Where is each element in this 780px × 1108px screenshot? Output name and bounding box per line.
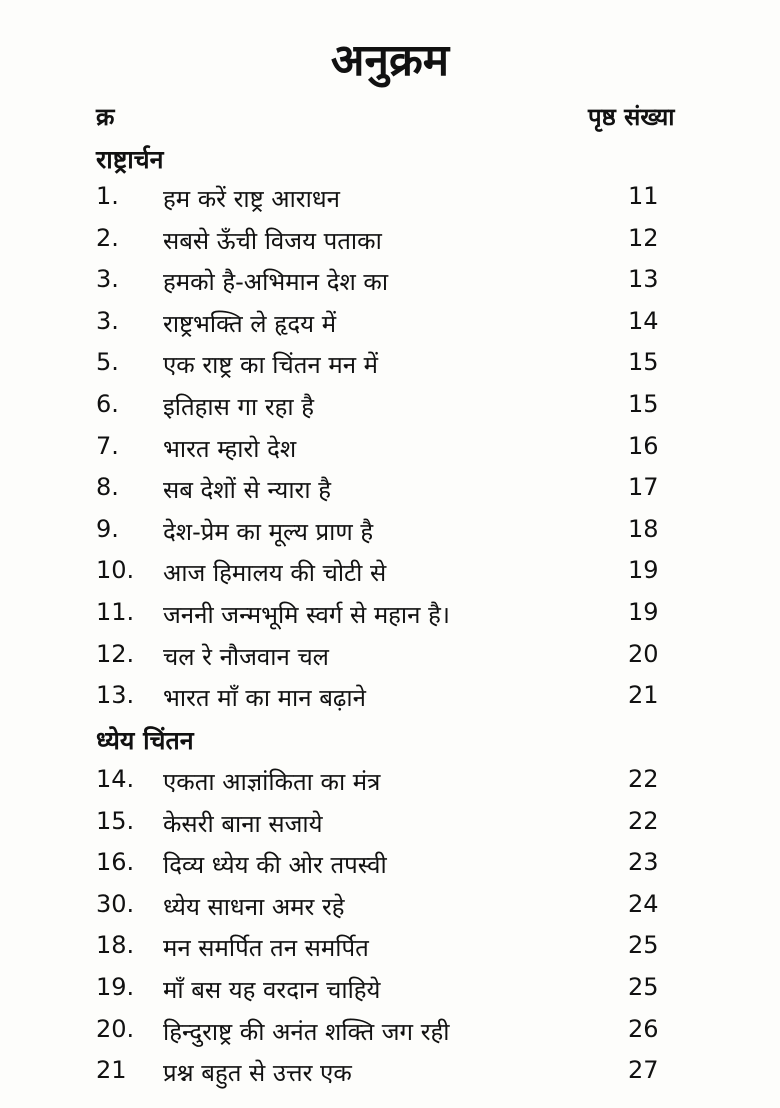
entry-title: राष्ट्रभक्ति ले हृदय में xyxy=(163,309,337,338)
entry-page-number: 22 xyxy=(628,765,659,793)
entry-title: हमको है-अभिमान देश का xyxy=(163,268,389,297)
toc-entry xyxy=(0,598,780,640)
entry-number: 15. xyxy=(96,806,135,835)
entry-page-number: 21 xyxy=(628,681,659,710)
toc-entry xyxy=(0,1056,780,1098)
entry-page-number: 15 xyxy=(628,390,659,418)
entry-number: 5. xyxy=(96,348,119,377)
toc-entry xyxy=(0,765,780,807)
entry-number: 3. xyxy=(96,265,119,294)
entry-title: माँ बस यह वरदान चाहिये xyxy=(163,976,381,1004)
entry-page-number: 11 xyxy=(628,182,659,210)
entry-page-number: 26 xyxy=(628,1014,659,1043)
column-header-serial: क्र xyxy=(96,103,115,131)
entry-page-number: 27 xyxy=(628,1056,659,1085)
entry-page-number: 25 xyxy=(628,973,659,1001)
toc-entry xyxy=(0,807,780,849)
entry-number: 21 xyxy=(96,1056,127,1085)
entry-title: भारत म्हारो देश xyxy=(163,434,297,463)
section-heading-dhyey-chintan: ध्येय चिंतन xyxy=(96,726,194,755)
toc-entry xyxy=(0,1015,780,1057)
toc-entry xyxy=(0,182,780,224)
entry-page-number: 22 xyxy=(628,806,659,835)
entry-title: इतिहास गा रहा है xyxy=(163,393,314,421)
entry-number: 16. xyxy=(96,848,135,877)
column-header-page-number: पृष्ठ संख्या xyxy=(588,103,675,131)
entry-title: देश-प्रेम का मूल्य प्राण है xyxy=(163,517,374,546)
entry-number: 6. xyxy=(96,390,119,418)
entry-number: 3. xyxy=(96,306,119,335)
entry-number: 18. xyxy=(96,931,135,960)
entry-title: हम करें राष्ट्र आराधन xyxy=(163,185,340,213)
entry-number: 20. xyxy=(96,1014,135,1043)
entry-page-number: 12 xyxy=(628,223,659,252)
toc-entry xyxy=(0,473,780,515)
entry-title: केसरी बाना सजाये xyxy=(163,809,323,838)
entry-page-number: 15 xyxy=(628,348,659,377)
entry-number: 11. xyxy=(96,598,135,626)
entry-number: 7. xyxy=(96,431,119,460)
entry-page-number: 16 xyxy=(628,431,659,460)
entry-number: 1. xyxy=(96,182,119,210)
entry-page-number: 17 xyxy=(628,473,659,502)
section-heading-rashtrarchan: राष्ट्रार्चन xyxy=(96,145,164,174)
entry-page-number: 19 xyxy=(628,598,659,626)
toc-entry xyxy=(0,640,780,682)
toc-entry xyxy=(0,681,780,723)
toc-entry xyxy=(0,390,780,432)
toc-entry xyxy=(0,307,780,349)
entry-title: एक राष्ट्र का चिंतन मन में xyxy=(163,351,379,380)
entry-number: 2. xyxy=(96,223,119,252)
entry-number: 9. xyxy=(96,514,119,543)
entry-page-number: 24 xyxy=(628,889,659,918)
entry-page-number: 19 xyxy=(628,556,659,585)
toc-entry xyxy=(0,931,780,973)
entry-number: 12. xyxy=(96,639,135,668)
entry-title: सब देशों से न्यारा है xyxy=(163,476,331,505)
page-title: अनुक्रम xyxy=(330,35,450,86)
entry-title: भारत माँ का मान बढ़ाने xyxy=(163,684,366,713)
toc-entry xyxy=(0,265,780,307)
entry-number: 13. xyxy=(96,681,135,710)
toc-entry xyxy=(0,348,780,390)
entry-number: 8. xyxy=(96,473,119,502)
toc-entry xyxy=(0,973,780,1015)
entry-page-number: 13 xyxy=(628,265,659,294)
entry-title: चल रे नौजवान चल xyxy=(163,642,329,671)
entry-page-number: 23 xyxy=(628,848,659,877)
entry-number: 14. xyxy=(96,765,135,793)
entry-number: 19. xyxy=(96,973,135,1001)
toc-entry xyxy=(0,848,780,890)
entry-title: ध्येय साधना अमर रहे xyxy=(163,892,345,921)
entry-title: दिव्य ध्येय की ओर तपस्वी xyxy=(163,851,387,880)
entry-title: आज हिमालय की चोटी से xyxy=(163,559,387,588)
toc-entry xyxy=(0,515,780,557)
entry-page-number: 25 xyxy=(628,931,659,960)
toc-entry xyxy=(0,432,780,474)
entry-title: सबसे ऊँची विजय पताका xyxy=(163,226,382,255)
entry-title: हिन्दुराष्ट्र की अनंत शक्ति जग रही xyxy=(163,1017,450,1046)
toc-entry xyxy=(0,224,780,266)
entry-title: जननी जन्मभूमि स्वर्ग से महान है। xyxy=(163,601,450,629)
entry-title: प्रश्न बहुत से उत्तर एक xyxy=(163,1059,352,1088)
entry-title: एकता आज्ञांकिता का मंत्र xyxy=(163,768,381,796)
toc-entry xyxy=(0,890,780,932)
entry-page-number: 18 xyxy=(628,514,659,543)
entry-title: मन समर्पित तन समर्पित xyxy=(163,934,369,963)
toc-entry xyxy=(0,556,780,598)
entry-page-number: 20 xyxy=(628,639,659,668)
entry-number: 30. xyxy=(96,889,135,918)
entry-page-number: 14 xyxy=(628,306,659,335)
entry-number: 10. xyxy=(96,556,135,585)
